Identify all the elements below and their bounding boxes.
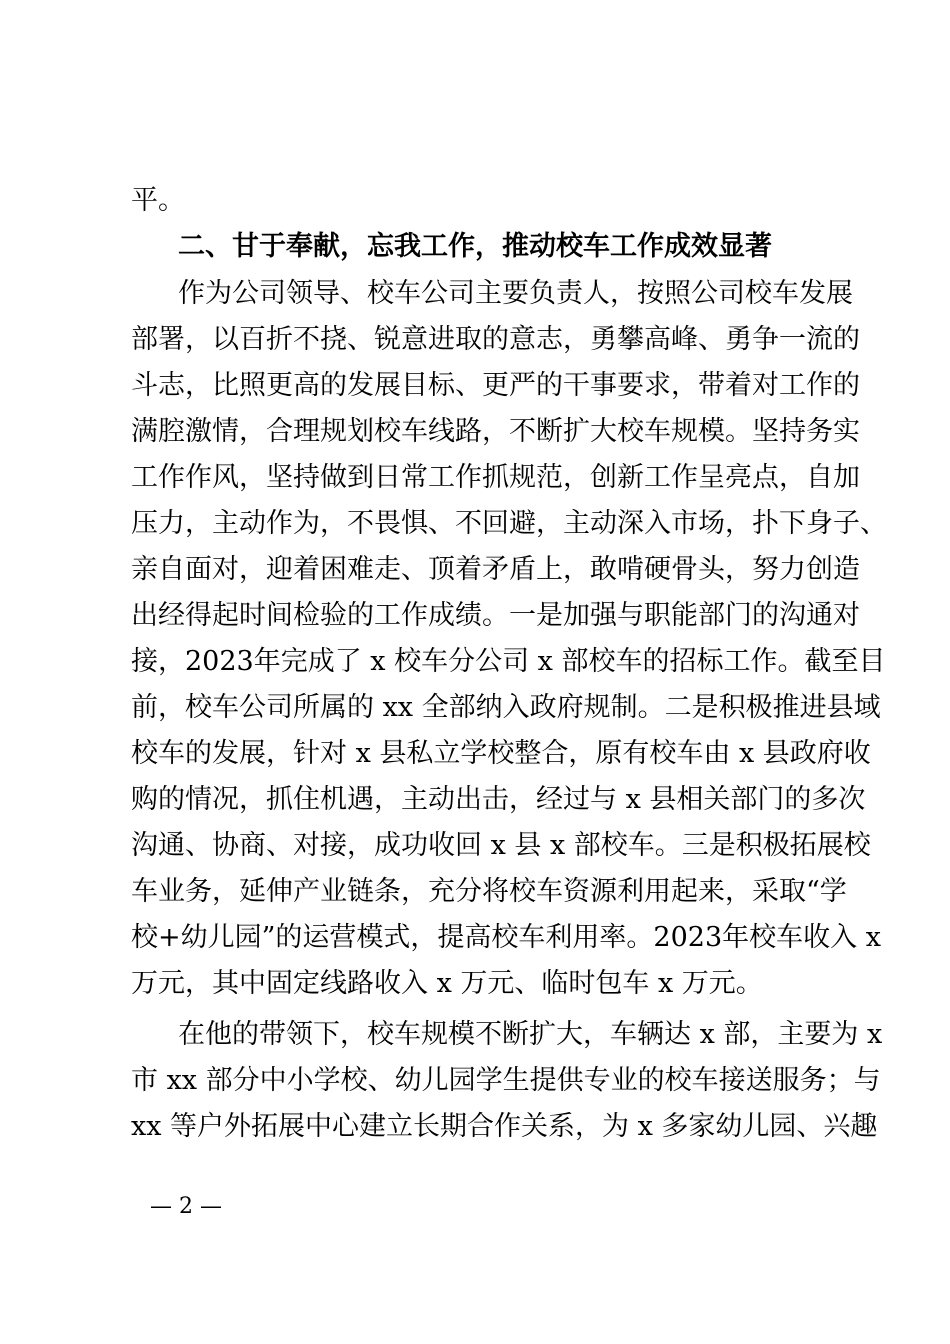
paragraph-1-line-2: 部署，以百折不挠、锐意进取的意志，勇攀高峰、勇争一流的 bbox=[131, 324, 860, 355]
paragraph-1-line-9: 接，2023年完成了 x 校车分公司 x 部校车的招标工作。截至目 bbox=[131, 646, 886, 677]
paragraph-2-line-1: 在他的带领下，校车规模不断扩大，车辆达 x 部，主要为 x bbox=[178, 1019, 883, 1050]
paragraph-1-line-3: 斗志，比照更高的发展目标、更严的干事要求，带着对工作的 bbox=[131, 370, 860, 401]
paragraph-1-line-11: 校车的发展，针对 x 县私立学校整合，原有校车由 x 县政府收 bbox=[131, 738, 871, 769]
paragraph-1-line-5: 工作作风，坚持做到日常工作抓规范，创新工作呈亮点，自加 bbox=[131, 462, 860, 493]
paragraph-1-line-6: 压力，主动作为，不畏惧、不回避，主动深入市场，扑下身子、 bbox=[131, 508, 887, 539]
paragraph-1-line-10: 前，校车公司所属的 xx 全部纳入政府规制。二是积极推进县域 bbox=[131, 692, 881, 723]
paragraph-1-line-4: 满腔激情，合理规划校车线路，不断扩大校车规模。坚持务实 bbox=[131, 416, 860, 447]
paragraph-1-line-8: 出经得起时间检验的工作成绩。一是加强与职能部门的沟通对 bbox=[131, 600, 860, 631]
paragraph-1-line-13: 沟通、协商、对接，成功收回 x 县 x 部校车。三是积极拓展校 bbox=[131, 830, 871, 861]
paragraph-1-line-7: 亲自面对，迎着困难走、顶着矛盾上，敢啃硬骨头，努力创造 bbox=[131, 554, 860, 585]
paragraph-1-line-14: 车业务，延伸产业链条，充分将校车资源利用起来，采取“学 bbox=[131, 876, 847, 907]
text-line-continuation: 平。 bbox=[131, 185, 185, 216]
paragraph-2-line-3: xx 等户外拓展中心建立长期合作关系，为 x 多家幼儿园、兴趣 bbox=[131, 1111, 878, 1142]
paragraph-1-line-16: 万元，其中固定线路收入 x 万元、临时包车 x 万元。 bbox=[131, 968, 763, 999]
section-heading: 二、甘于奉献，忘我工作，推动校车工作成效显著 bbox=[178, 231, 772, 262]
paragraph-2-line-2: 市 xx 部分中小学校、幼儿园学生提供专业的校车接送服务；与 bbox=[131, 1065, 881, 1096]
paragraph-1-line-12: 购的情况，抓住机遇，主动出击，经过与 x 县相关部门的多次 bbox=[131, 784, 866, 815]
paragraph-1-line-15: 校+幼儿园”的运营模式，提高校车利用率。2023年校车收入 x bbox=[131, 922, 881, 953]
paragraph-1-line-1: 作为公司领导、校车公司主要负责人，按照公司校车发展 bbox=[178, 278, 853, 309]
page-number: — 2 — bbox=[150, 1194, 222, 1219]
